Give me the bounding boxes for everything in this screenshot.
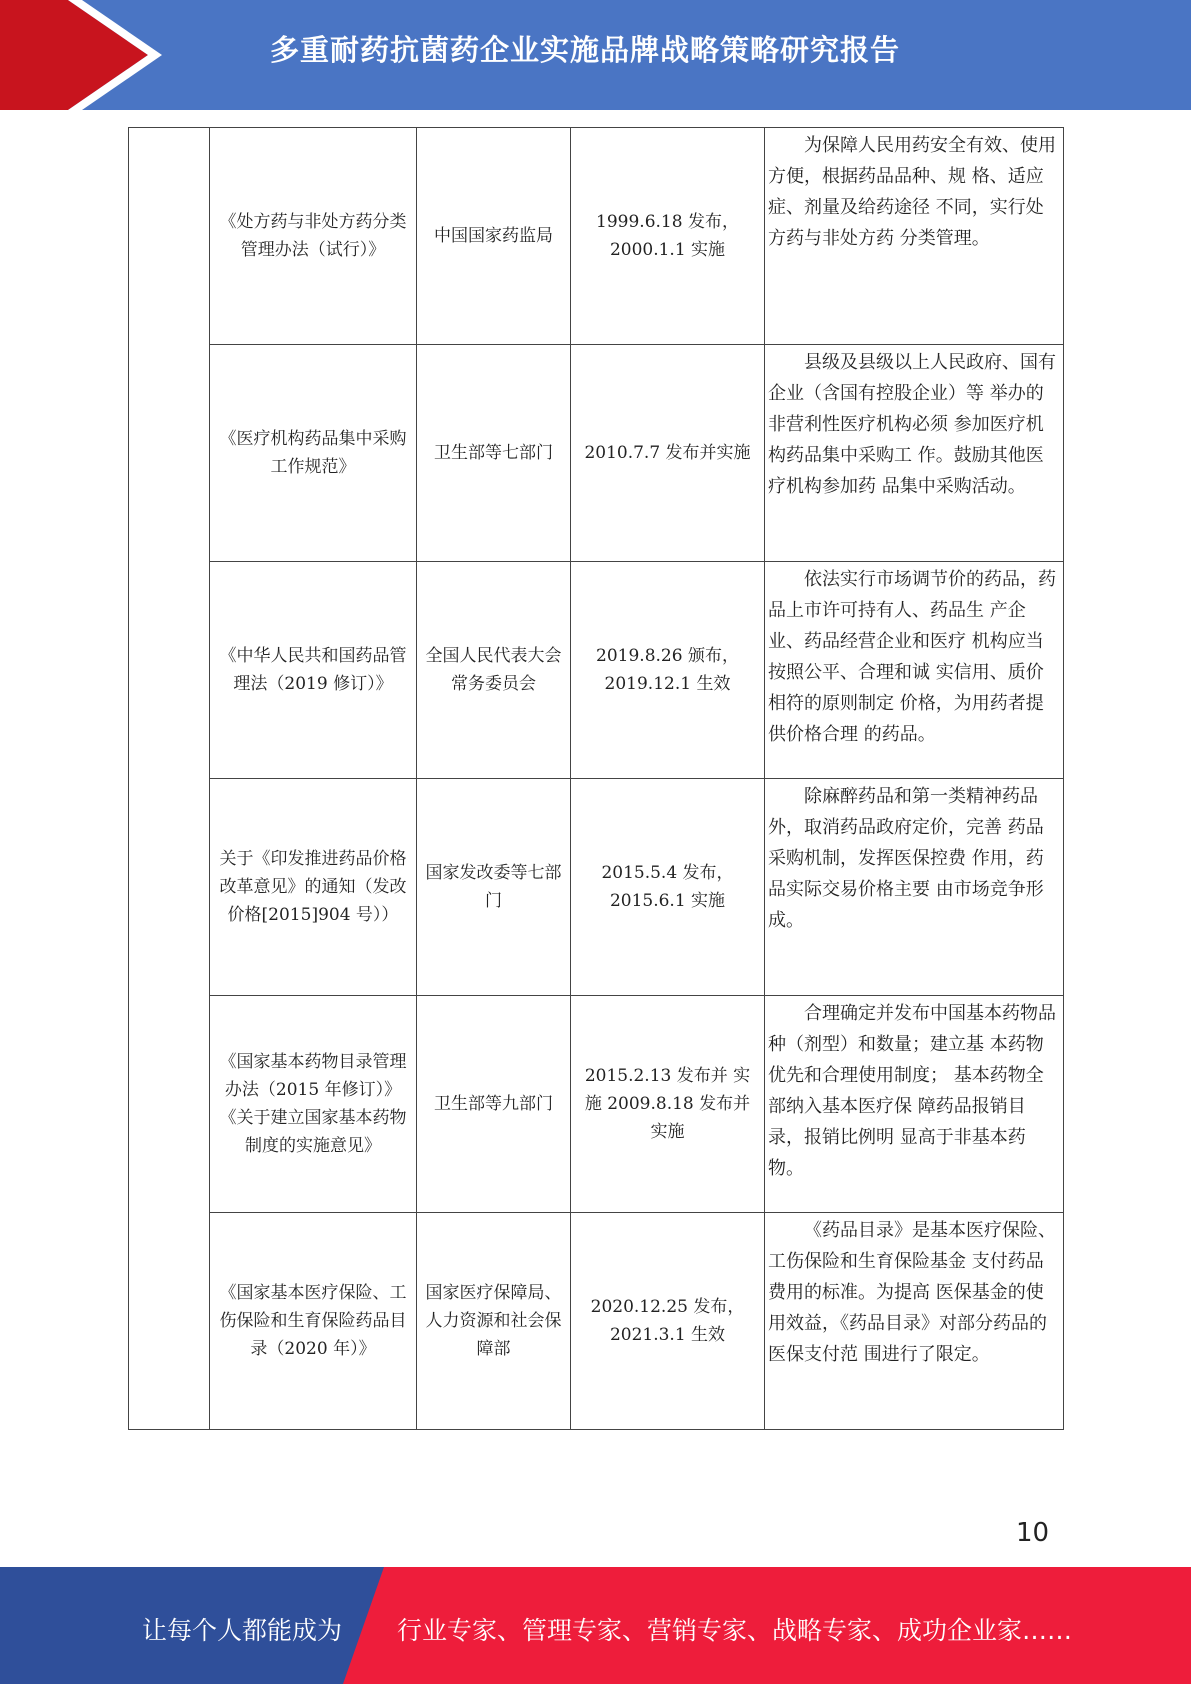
department-cell: 卫生部等九部门	[417, 996, 571, 1213]
category-cell	[129, 128, 210, 1430]
date-cell: 2015.2.13 发布并 实施 2009.8.18 发布并 实施	[571, 996, 765, 1213]
footer-slogan-right: 行业专家、管理专家、营销专家、战略专家、成功企业家……	[397, 1616, 1073, 1645]
policy-name-cell: 《国家基本药物目录管理办法（2015 年修订）》《关于建立国家基本药物制度的实施意见》	[210, 996, 417, 1213]
footer-slogan-left: 让每个人都能成为	[142, 1616, 343, 1645]
department-cell: 中国国家药监局	[417, 128, 571, 345]
department-cell: 全国人民代表大会常务委员会	[417, 562, 571, 779]
description-cell: 《药品目录》是基本医疗保险、工伤保险和生育保险基金 支付药品费用的标准。为提高 医保基金的使用效益，《药品目录》对部分药品的医保支付范 围进行了限定。	[765, 1213, 1064, 1430]
table-row	[129, 779, 1064, 996]
department-cell: 国家发改委等七部门	[417, 779, 571, 996]
department-cell: 卫生部等七部门	[417, 345, 571, 562]
policy-name-cell: 《国家基本医疗保险、工伤保险和生育保险药品目录（2020 年）》	[210, 1213, 417, 1430]
table-row	[129, 345, 1064, 562]
description-cell: 依法实行市场调节价的药品，药品上市许可持有人、药品生 产企业、药品经营企业和医疗 机构应当按照公平、合理和诚 实信用、质价相符的原则制定 价格，为用药者提供价格合理 的药品。	[765, 562, 1064, 779]
policy-name-cell: 《处方药与非处方药分类管理办法（试行）》	[210, 128, 417, 345]
date-cell: 2015.5.4 发布，2015.6.1 实施	[571, 779, 765, 996]
table-row	[129, 128, 1064, 345]
table-row	[129, 562, 1064, 779]
policy-name-cell: 《中华人民共和国药品管理法（2019 修订）》	[210, 562, 417, 779]
description-cell: 除麻醉药品和第一类精神药品外，取消药品政府定价，完善 药品采购机制，发挥医保控费 作用，药品实际交易价格主要 由市场竞争形成。	[765, 779, 1064, 996]
date-cell: 2019.8.26 颁布，2019.12.1 生效	[571, 562, 765, 779]
policy-name-cell: 关于《印发推进药品价格改革意见》的通知（发改价格[2015]904 号））	[210, 779, 417, 996]
department-cell: 国家医疗保障局、人力资源和社会保障部	[417, 1213, 571, 1430]
date-cell: 2020.12.25 发布，2021.3.1 生效	[571, 1213, 765, 1430]
report-title: 多重耐药抗菌药企业实施品牌战略策略研究报告	[270, 33, 901, 67]
table-row	[129, 996, 1064, 1213]
page-footer	[0, 1567, 1191, 1684]
page-number: 10	[1016, 1518, 1050, 1548]
policy-table	[128, 127, 1064, 1430]
date-cell: 1999.6.18 发布，2000.1.1 实施	[571, 128, 765, 345]
description-cell: 县级及县级以上人民政府、国有企业（含国有控股企业）等 举办的非营利性医疗机构必须 参加医疗机构药品集中采购工 作。鼓励其他医疗机构参加药 品集中采购活动。	[765, 345, 1064, 562]
description-cell: 为保障人民用药安全有效、使用方便，根据药品品种、规 格、适应症、剂量及给药途径 不同，实行处方药与非处方药 分类管理。	[765, 128, 1064, 345]
description-cell: 合理确定并发布中国基本药物品种（剂型）和数量；建立基 本药物优先和合理使用制度； 基本药物全部纳入基本医疗保 障药品报销目录，报销比例明 显高于非基本药物。	[765, 996, 1064, 1213]
policy-name-cell: 《医疗机构药品集中采购工作规范》	[210, 345, 417, 562]
page-header	[0, 0, 1191, 110]
table-row	[129, 1213, 1064, 1430]
date-cell: 2010.7.7 发布并实施	[571, 345, 765, 562]
